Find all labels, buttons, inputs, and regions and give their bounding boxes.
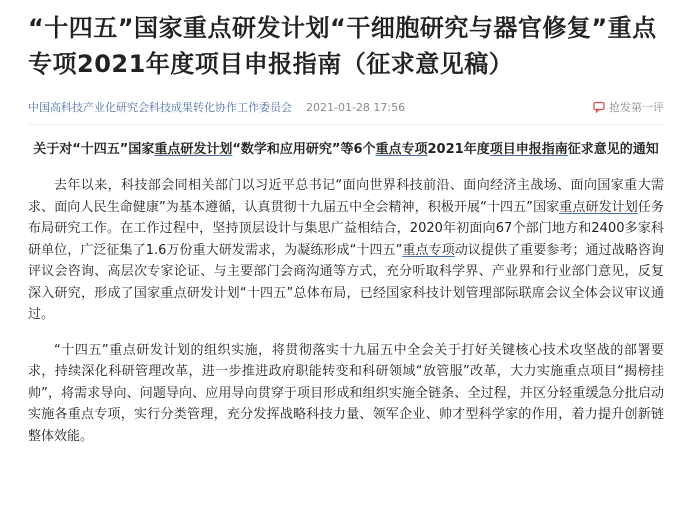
meta-divider — [28, 124, 664, 125]
notice-title — [28, 139, 664, 161]
keyword-link[interactable]: 重点专项 — [402, 242, 455, 258]
article-title: “十四五”国家重点研发计划“干细胞研究与器官修复”重点专项2021年度项目申报指南（征求意见稿） — [28, 14, 657, 78]
keyword-link[interactable]: 项目申报指南 — [489, 142, 568, 157]
notice-title-part: 2021年度 — [427, 142, 490, 157]
body-paragraph-1 — [28, 175, 664, 326]
notice-title-part: 征求意见的通知 — [567, 142, 659, 157]
keyword-link[interactable]: 重点研发计划 — [559, 199, 638, 215]
first-comment-button[interactable] — [593, 99, 664, 115]
article-meta — [28, 98, 664, 116]
comment-icon — [593, 101, 605, 113]
keyword-link[interactable]: 重点专项 — [375, 142, 428, 157]
publish-time: 2021-01-28 17:56 — [306, 100, 406, 114]
paragraph-text: 任务布局研究工作。在工作过程中，坚持顶层设计与集思广益相结合，2020年初面向67个部门地方和2400多家科研单位，广泛征集了1.6万份重大研发需求，为凝练形成“十四五” — [28, 199, 664, 258]
first-comment-label: 抢发第一评 — [609, 101, 664, 114]
source-link[interactable]: 中国高科技产业化研究会科技成果转化协作工作委员会 — [28, 101, 292, 114]
body-paragraph-2: “十四五”重点研发计划的组织实施，将贯彻落实十九届五中全会关于打好关键核心技术攻坚战的部署要求，持续深化科研管理改革，进一步推进政府职能转变和科研领域“放管服”改革，大力实施重点项目“揭榜挂帅”，将需求导向、问题导向、应用导向贯穿于项目形成和组织实施全链条、全过程，并区分轻重缓急分批启动实施各重点专项，实行分类管理，充分发挥战略科技力量、领军企业、帅才型科学家的作用，着力提升创新链整体效能。 — [28, 342, 664, 444]
paragraph-text: 去年以来，科技部会同相关部门以习近平总书记“面向世界科技前沿、面向经济主战场、面向国家重大需求、面向人民生命健康”为基本遵循，认真贯彻十九届五中全会精神，积极开展“十四五”国家 — [28, 178, 664, 215]
keyword-link[interactable]: 重点研发计划 — [154, 142, 233, 157]
notice-title-part: “数学和应用研究”等6个 — [232, 142, 376, 157]
notice-title-part: 关于对“十四五”国家 — [33, 142, 155, 157]
paragraph-text: 动议提供了重要参考；通过战略咨询评议会咨询、高层次专家论证、与主要部门会商沟通等方式，充分听取科学界、产业界和行业部门意见，反复深入研究，形成了国家重点研发计划“十四五”总体布局，已经国家科技计划管理部际联席会议全体会议审议通过。 — [28, 242, 664, 322]
